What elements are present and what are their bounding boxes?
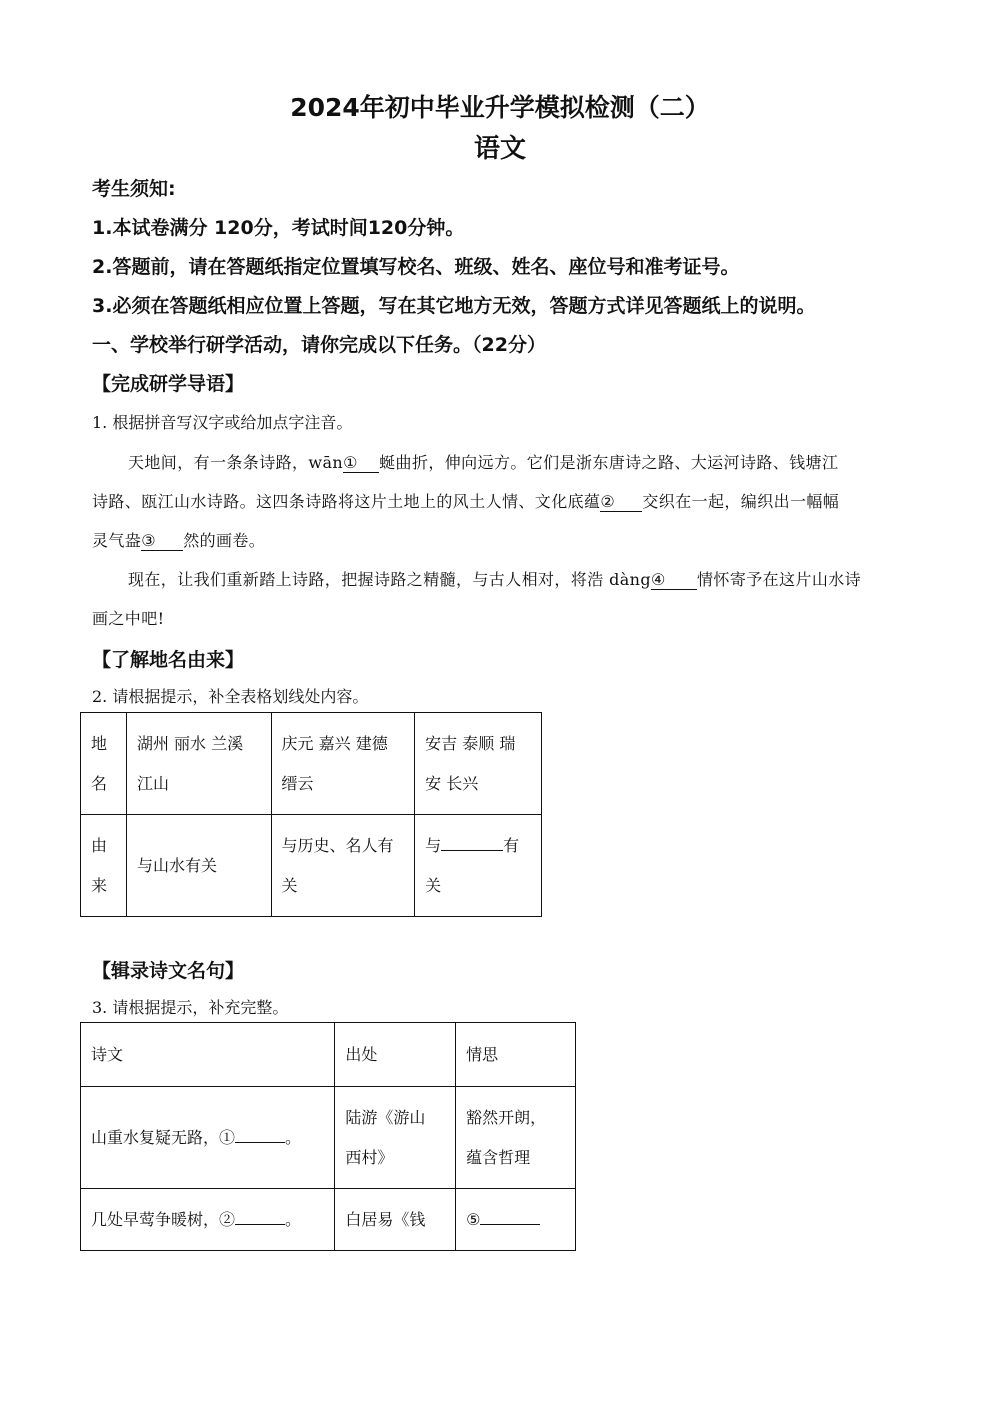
- passage-line-3: 灵气盎③ 然的画卷。: [92, 531, 266, 550]
- blank-2: ②: [600, 492, 642, 512]
- question-1: 1. 根据拼音写汉字或给加点字注音。: [92, 413, 353, 432]
- table-cell: 地 名: [81, 713, 127, 815]
- table-cell: 安吉 泰顺 瑞 安 长兴: [415, 713, 542, 815]
- table-cell: 与 有 关: [415, 815, 542, 917]
- passage-line-4: 现在，让我们重新踏上诗路，把握诗路之精髓，与古人相对，将浩 dàng④ 情怀寄予在这片山水诗: [128, 570, 862, 589]
- answer-blank: [235, 1204, 285, 1225]
- poem-table: [80, 1022, 576, 1251]
- table-cell: 湖州 丽水 兰溪 江山: [126, 713, 271, 815]
- table-cell: 由 来: [81, 815, 127, 917]
- passage-line-5: 画之中吧!: [92, 609, 165, 628]
- section-1-heading: 一、学校举行研学活动，请你完成以下任务。（22分）: [92, 334, 546, 356]
- notice-item-2: 2.答题前，请在答题纸指定位置填写校名、班级、姓名、座位号和准考证号。: [92, 256, 740, 278]
- table-cell: 陆游《游山 西村》: [335, 1087, 456, 1189]
- exam-title: 2024年初中毕业升学模拟检测（二）: [290, 93, 710, 122]
- table-cell: 白居易《钱: [335, 1189, 456, 1251]
- table-cell: 山重水复疑无路，① 。: [81, 1087, 335, 1189]
- notice-item-1: 1.本试卷满分 120分，考试时间120分钟。: [92, 217, 465, 239]
- question-2: 2. 请根据提示，补全表格划线处内容。: [92, 687, 369, 706]
- table-row: [81, 713, 542, 815]
- table-row: [81, 1023, 576, 1087]
- table-cell: 与历史、名人有 关: [271, 815, 415, 917]
- answer-blank: [480, 1204, 540, 1225]
- table-cell: 庆元 嘉兴 建德 缙云: [271, 713, 415, 815]
- table-row: [81, 815, 542, 917]
- part-3-heading: 【辑录诗文名句】: [92, 960, 245, 982]
- passage-line-2: 诗路、瓯江山水诗路。这四条诗路将这片土地上的风土人情、文化底蕴② 交织在一起，编织出一幅幅: [92, 492, 840, 511]
- notice-item-3: 3.必须在答题纸相应位置上答题，写在其它地方无效，答题方式详见答题纸上的说明。: [92, 295, 816, 317]
- question-3: 3. 请根据提示，补充完整。: [92, 998, 289, 1017]
- table-cell: ⑤: [456, 1189, 576, 1251]
- table-row: [81, 1087, 576, 1189]
- blank-4: ④: [651, 570, 697, 590]
- table-cell: 几处早莺争暖树，② 。: [81, 1189, 335, 1251]
- part-2-heading: 【了解地名由来】: [92, 649, 245, 671]
- answer-blank: [441, 830, 503, 851]
- table-row: [81, 1189, 576, 1251]
- table-cell: 与山水有关: [126, 815, 271, 917]
- table-header-cell: 出处: [335, 1023, 456, 1087]
- table-cell: 豁然开朗， 蕴含哲理: [456, 1087, 576, 1189]
- place-name-table: [80, 712, 542, 917]
- notice-heading: 考生须知:: [92, 178, 176, 200]
- blank-3: ③: [141, 531, 183, 551]
- exam-subject: 语文: [473, 134, 526, 164]
- table-header-cell: 诗文: [81, 1023, 335, 1087]
- part-1-heading: 【完成研学导语】: [92, 373, 245, 395]
- passage-line-1: 天地间，有一条条诗路，wān① 蜒曲折，伸向远方。它们是浙东唐诗之路、大运河诗路、钱塘江: [128, 453, 839, 472]
- blank-1: ①: [343, 453, 379, 473]
- answer-blank: [235, 1122, 285, 1143]
- table-header-cell: 情思: [456, 1023, 576, 1087]
